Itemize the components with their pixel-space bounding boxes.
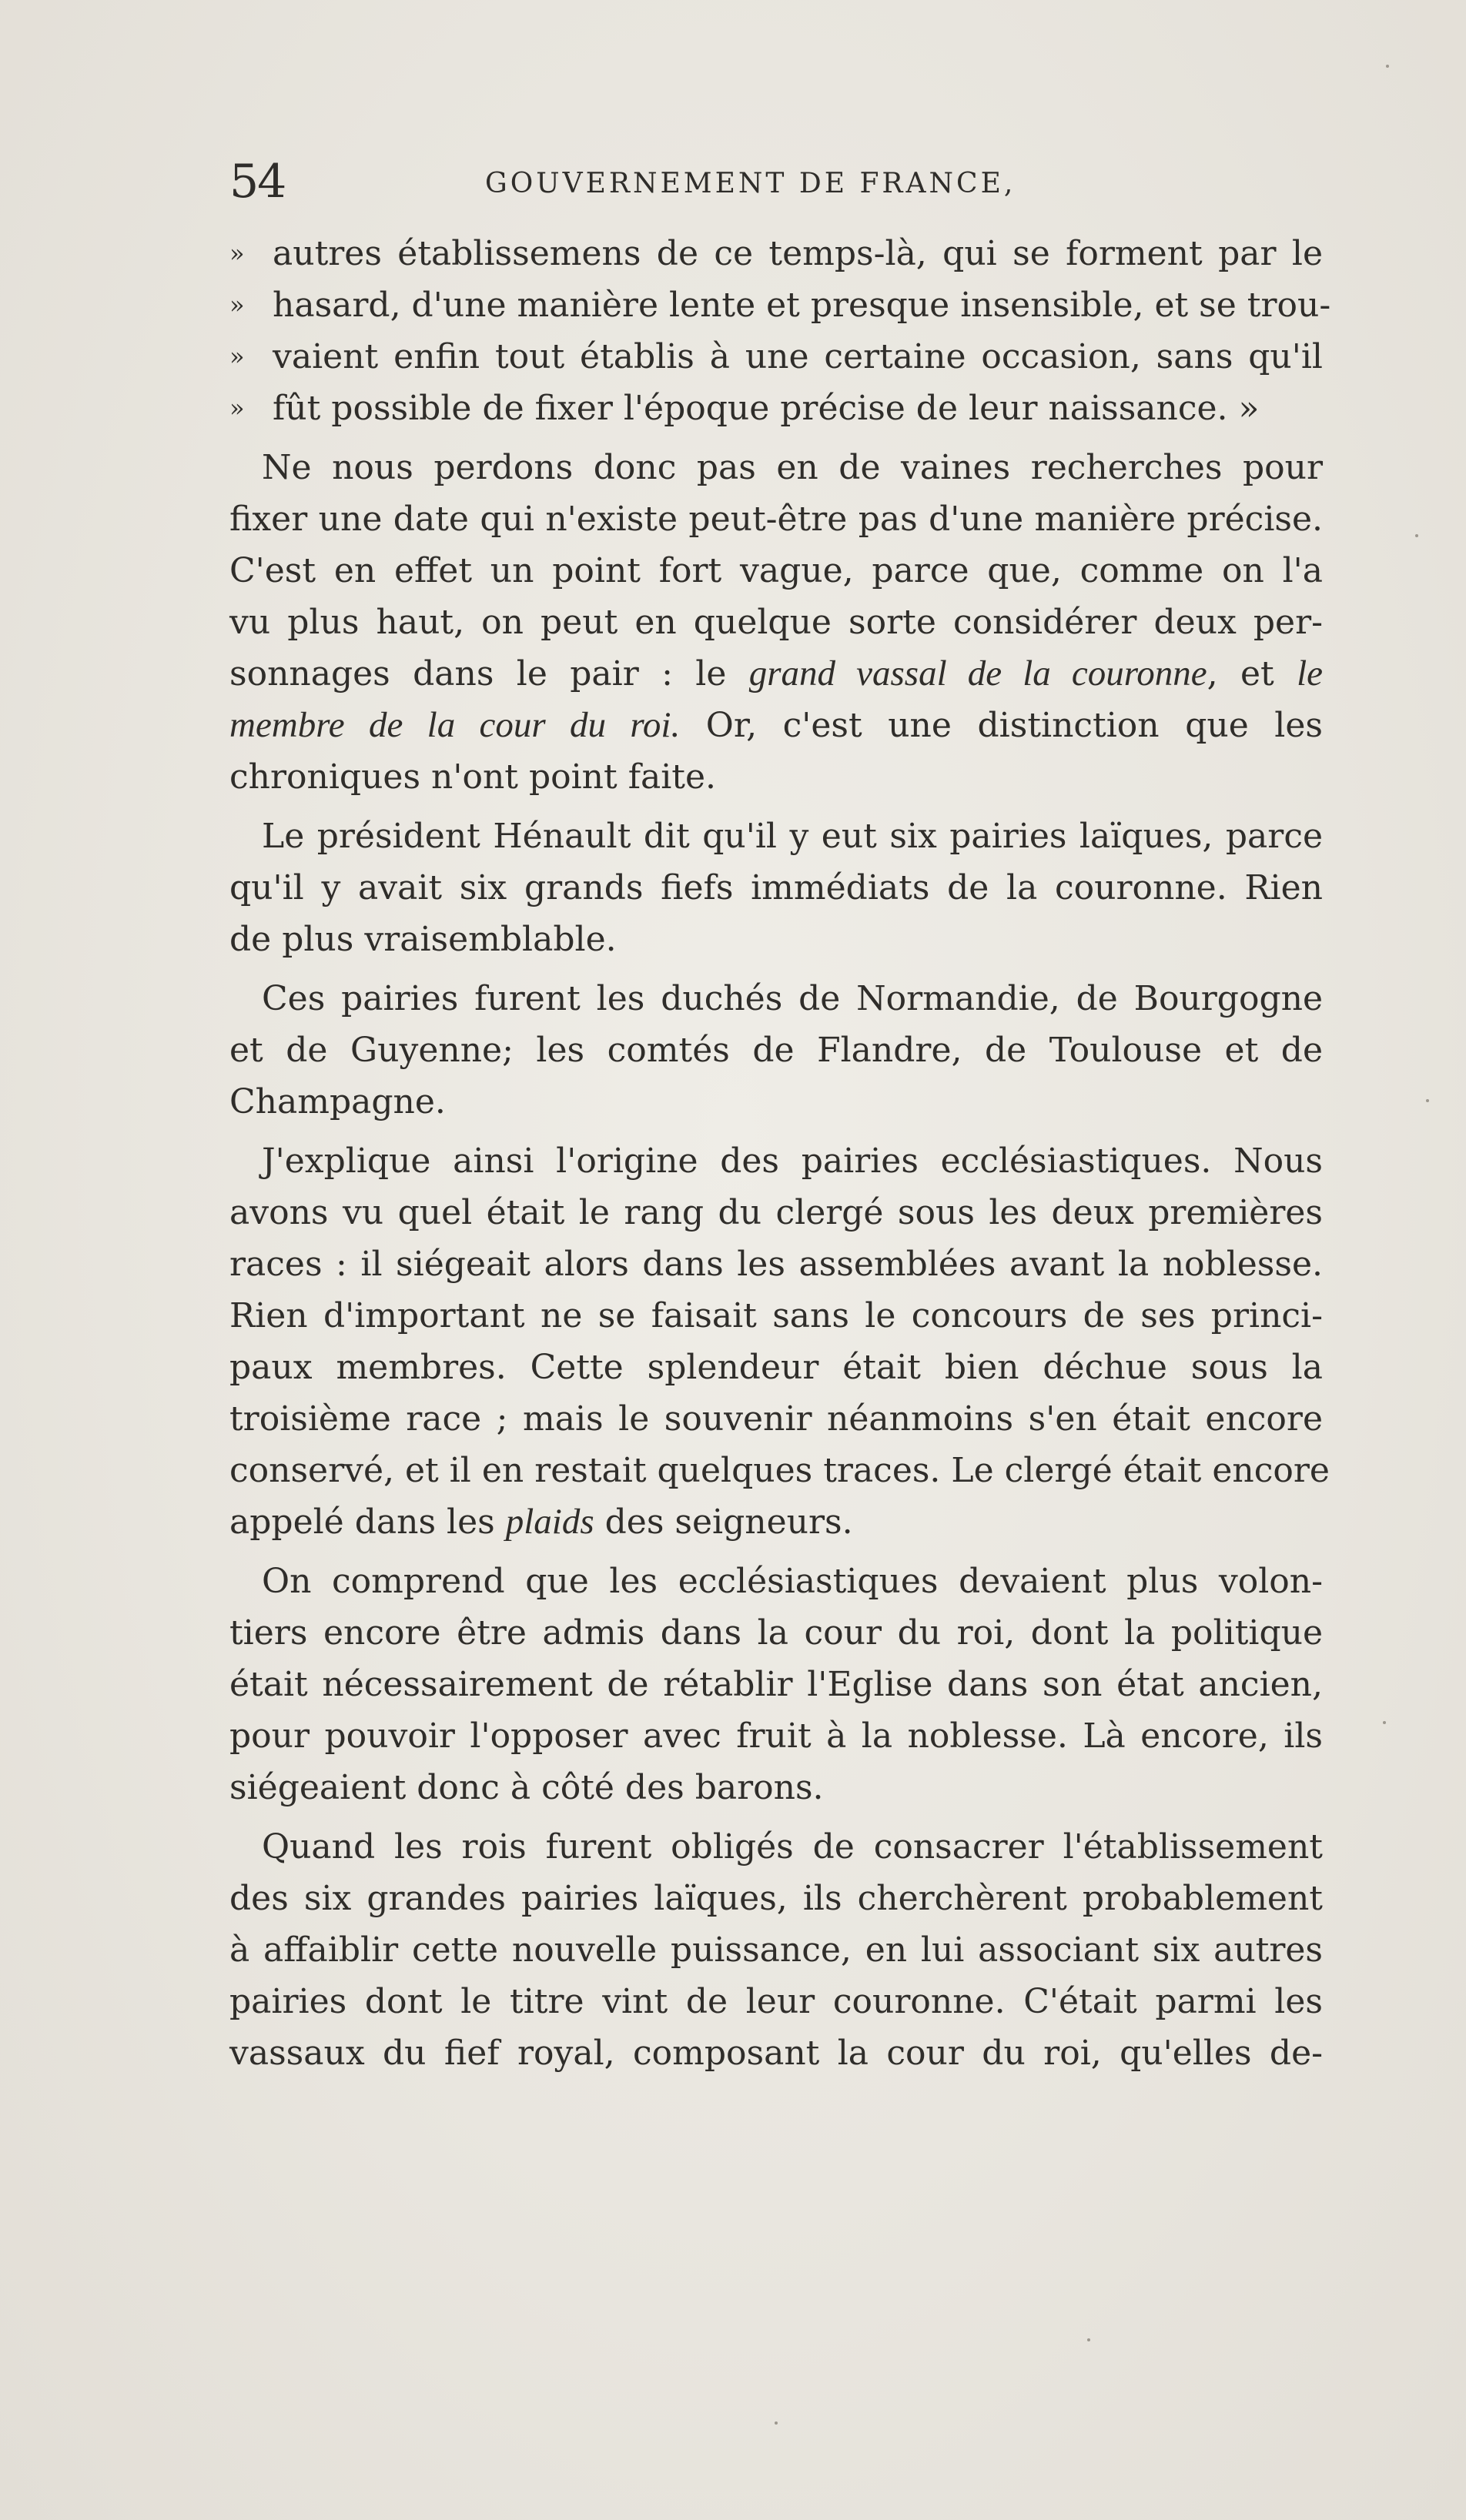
text-line — [229, 383, 1323, 434]
text-line — [229, 597, 1323, 648]
text-segment: des seigneurs. — [604, 1502, 853, 1542]
text-segment: troisième race ; mais le souvenir néanmoins s'en était encore — [229, 1399, 1323, 1439]
text-line — [229, 1445, 1330, 1496]
text-line — [229, 1187, 1323, 1238]
text-line — [229, 810, 1323, 862]
text-segment: Champagne. — [229, 1082, 446, 1121]
paragraph-gap — [229, 965, 1323, 973]
text-segment: était nécessairement de rétablir l'Eglise dans son état ancien, — [229, 1665, 1323, 1704]
text-line — [229, 862, 1323, 914]
running-head: GOUVERNEMENT DE FRANCE, — [485, 168, 1016, 199]
text-segment: Rien d'important ne se faisait sans le concours de ses princi- — [229, 1296, 1323, 1335]
text-line — [229, 279, 1331, 331]
paragraph-gap — [229, 434, 1323, 442]
text-line — [229, 1762, 1323, 1813]
text-segment: On comprend que les ecclésiastiques devaient plus volon- — [262, 1562, 1323, 1601]
text-segment: Quand les rois furent obligés de consacrer l'établissement — [262, 1827, 1323, 1867]
paragraph-gap — [229, 1548, 1323, 1556]
text-line — [229, 700, 1323, 751]
quote-mark: » — [229, 239, 245, 268]
text-segment: paux membres. Cette splendeur était bien déchue sous la — [229, 1348, 1323, 1387]
text-line — [229, 1556, 1323, 1607]
text-segment: appelé dans les — [229, 1502, 495, 1542]
text-line — [229, 331, 1323, 383]
text-line — [229, 648, 1323, 700]
quote-mark: » — [229, 393, 245, 423]
text-line — [229, 751, 1323, 803]
text-segment: siégeaient donc à côté des barons. — [229, 1768, 824, 1807]
text-line — [229, 1607, 1323, 1659]
text-segment: Le président Hénault dit qu'il y eut six pairies laïques, parce — [262, 817, 1323, 856]
page-header — [229, 151, 1323, 220]
italic-phrase: plaids — [505, 1502, 594, 1542]
page-number: 54 — [229, 155, 286, 209]
text-line — [229, 1873, 1323, 1924]
text-line — [229, 1135, 1323, 1187]
text-line — [229, 1342, 1323, 1393]
text-line — [229, 1393, 1323, 1445]
text-segment: vassaux du fief royal, composant la cour du roi, qu'elles de- — [229, 2034, 1323, 2073]
quote-mark: » — [229, 290, 245, 319]
italic-phrase: grand vassal de la couronne — [748, 653, 1207, 694]
text-line — [229, 1924, 1323, 1976]
text-line — [229, 1076, 1323, 1128]
text-segment: conservé, et il en restait quelques traces. Le clergé était encore — [229, 1451, 1330, 1490]
paragraph-gap — [229, 1813, 1323, 1821]
text-segment: C'est en effet un point fort vague, parce que, comme on l'a — [229, 551, 1323, 590]
text-line — [229, 1290, 1323, 1342]
text-line — [229, 1024, 1323, 1076]
text-segment: à affaiblir cette nouvelle puissance, en lui associant six autres — [229, 1930, 1323, 1970]
text-line — [229, 442, 1323, 493]
text-segment: tiers encore être admis dans la cour du roi, dont la politique — [229, 1613, 1323, 1653]
text-segment: pairies dont le titre vint de leur couronne. C'était parmi les — [229, 1982, 1323, 2021]
text-line — [229, 228, 1323, 279]
text-segment: hasard, d'une manière lente et presque insensible, et se trou- — [273, 286, 1331, 325]
text-line — [229, 1821, 1323, 1873]
text-line — [229, 2027, 1323, 2079]
text-segment: des six grandes pairies laïques, ils cherchèrent probablement — [229, 1879, 1323, 1918]
text-line — [229, 545, 1323, 597]
italic-phrase: membre de la cour du roi. — [229, 705, 681, 745]
text-line — [229, 1238, 1323, 1290]
text-line — [229, 1496, 1323, 1548]
text-line — [229, 1710, 1323, 1762]
text-segment: Or, c'est une distinction que les — [705, 706, 1323, 745]
text-line — [229, 1659, 1323, 1710]
text-segment: vu plus haut, on peut en quelque sorte considérer deux per- — [229, 603, 1323, 642]
text-line — [229, 493, 1323, 545]
text-segment: vaient enfin tout établis à une certaine occasion, sans qu'il — [273, 337, 1323, 376]
text-line — [229, 914, 1323, 965]
text-line — [229, 973, 1323, 1024]
text-segment: Ne nous perdons donc pas en de vaines recherches pour — [262, 448, 1323, 487]
paragraph-gap — [229, 1128, 1323, 1135]
text-segment: pour pouvoir l'opposer avec fruit à la noblesse. Là encore, ils — [229, 1716, 1323, 1756]
text-segment: sonnages dans le pair : le — [229, 654, 727, 694]
text-segment: avons vu quel était le rang du clergé sous les deux premières — [229, 1193, 1323, 1232]
quote-mark: » — [229, 342, 245, 371]
text-segment: de plus vraisemblable. — [229, 920, 617, 959]
text-segment: Ces pairies furent les duchés de Normandie, de Bourgogne — [262, 979, 1323, 1018]
text-segment: , et — [1207, 654, 1274, 694]
text-segment: fixer une date qui n'existe peut-être pas d'une manière précise. — [229, 500, 1323, 539]
text-segment: et de Guyenne; les comtés de Flandre, de Toulouse et de — [229, 1031, 1323, 1070]
text-segment: races : il siégeait alors dans les assemblées avant la noblesse. — [229, 1245, 1323, 1284]
text-line — [229, 1976, 1323, 2027]
text-segment: fût possible de fixer l'époque précise de leur naissance. » — [273, 389, 1260, 428]
body-text — [229, 228, 1331, 2079]
text-segment: chroniques n'ont point faite. — [229, 757, 716, 797]
italic-phrase: le — [1297, 653, 1323, 694]
text-segment: qu'il y avait six grands fiefs immédiats de la couronne. Rien — [229, 868, 1323, 907]
paragraph-gap — [229, 803, 1323, 810]
text-segment: J'explique ainsi l'origine des pairies ecclésiastiques. Nous — [262, 1141, 1323, 1181]
text-segment: autres établissemens de ce temps-là, qui se forment par le — [273, 234, 1323, 273]
